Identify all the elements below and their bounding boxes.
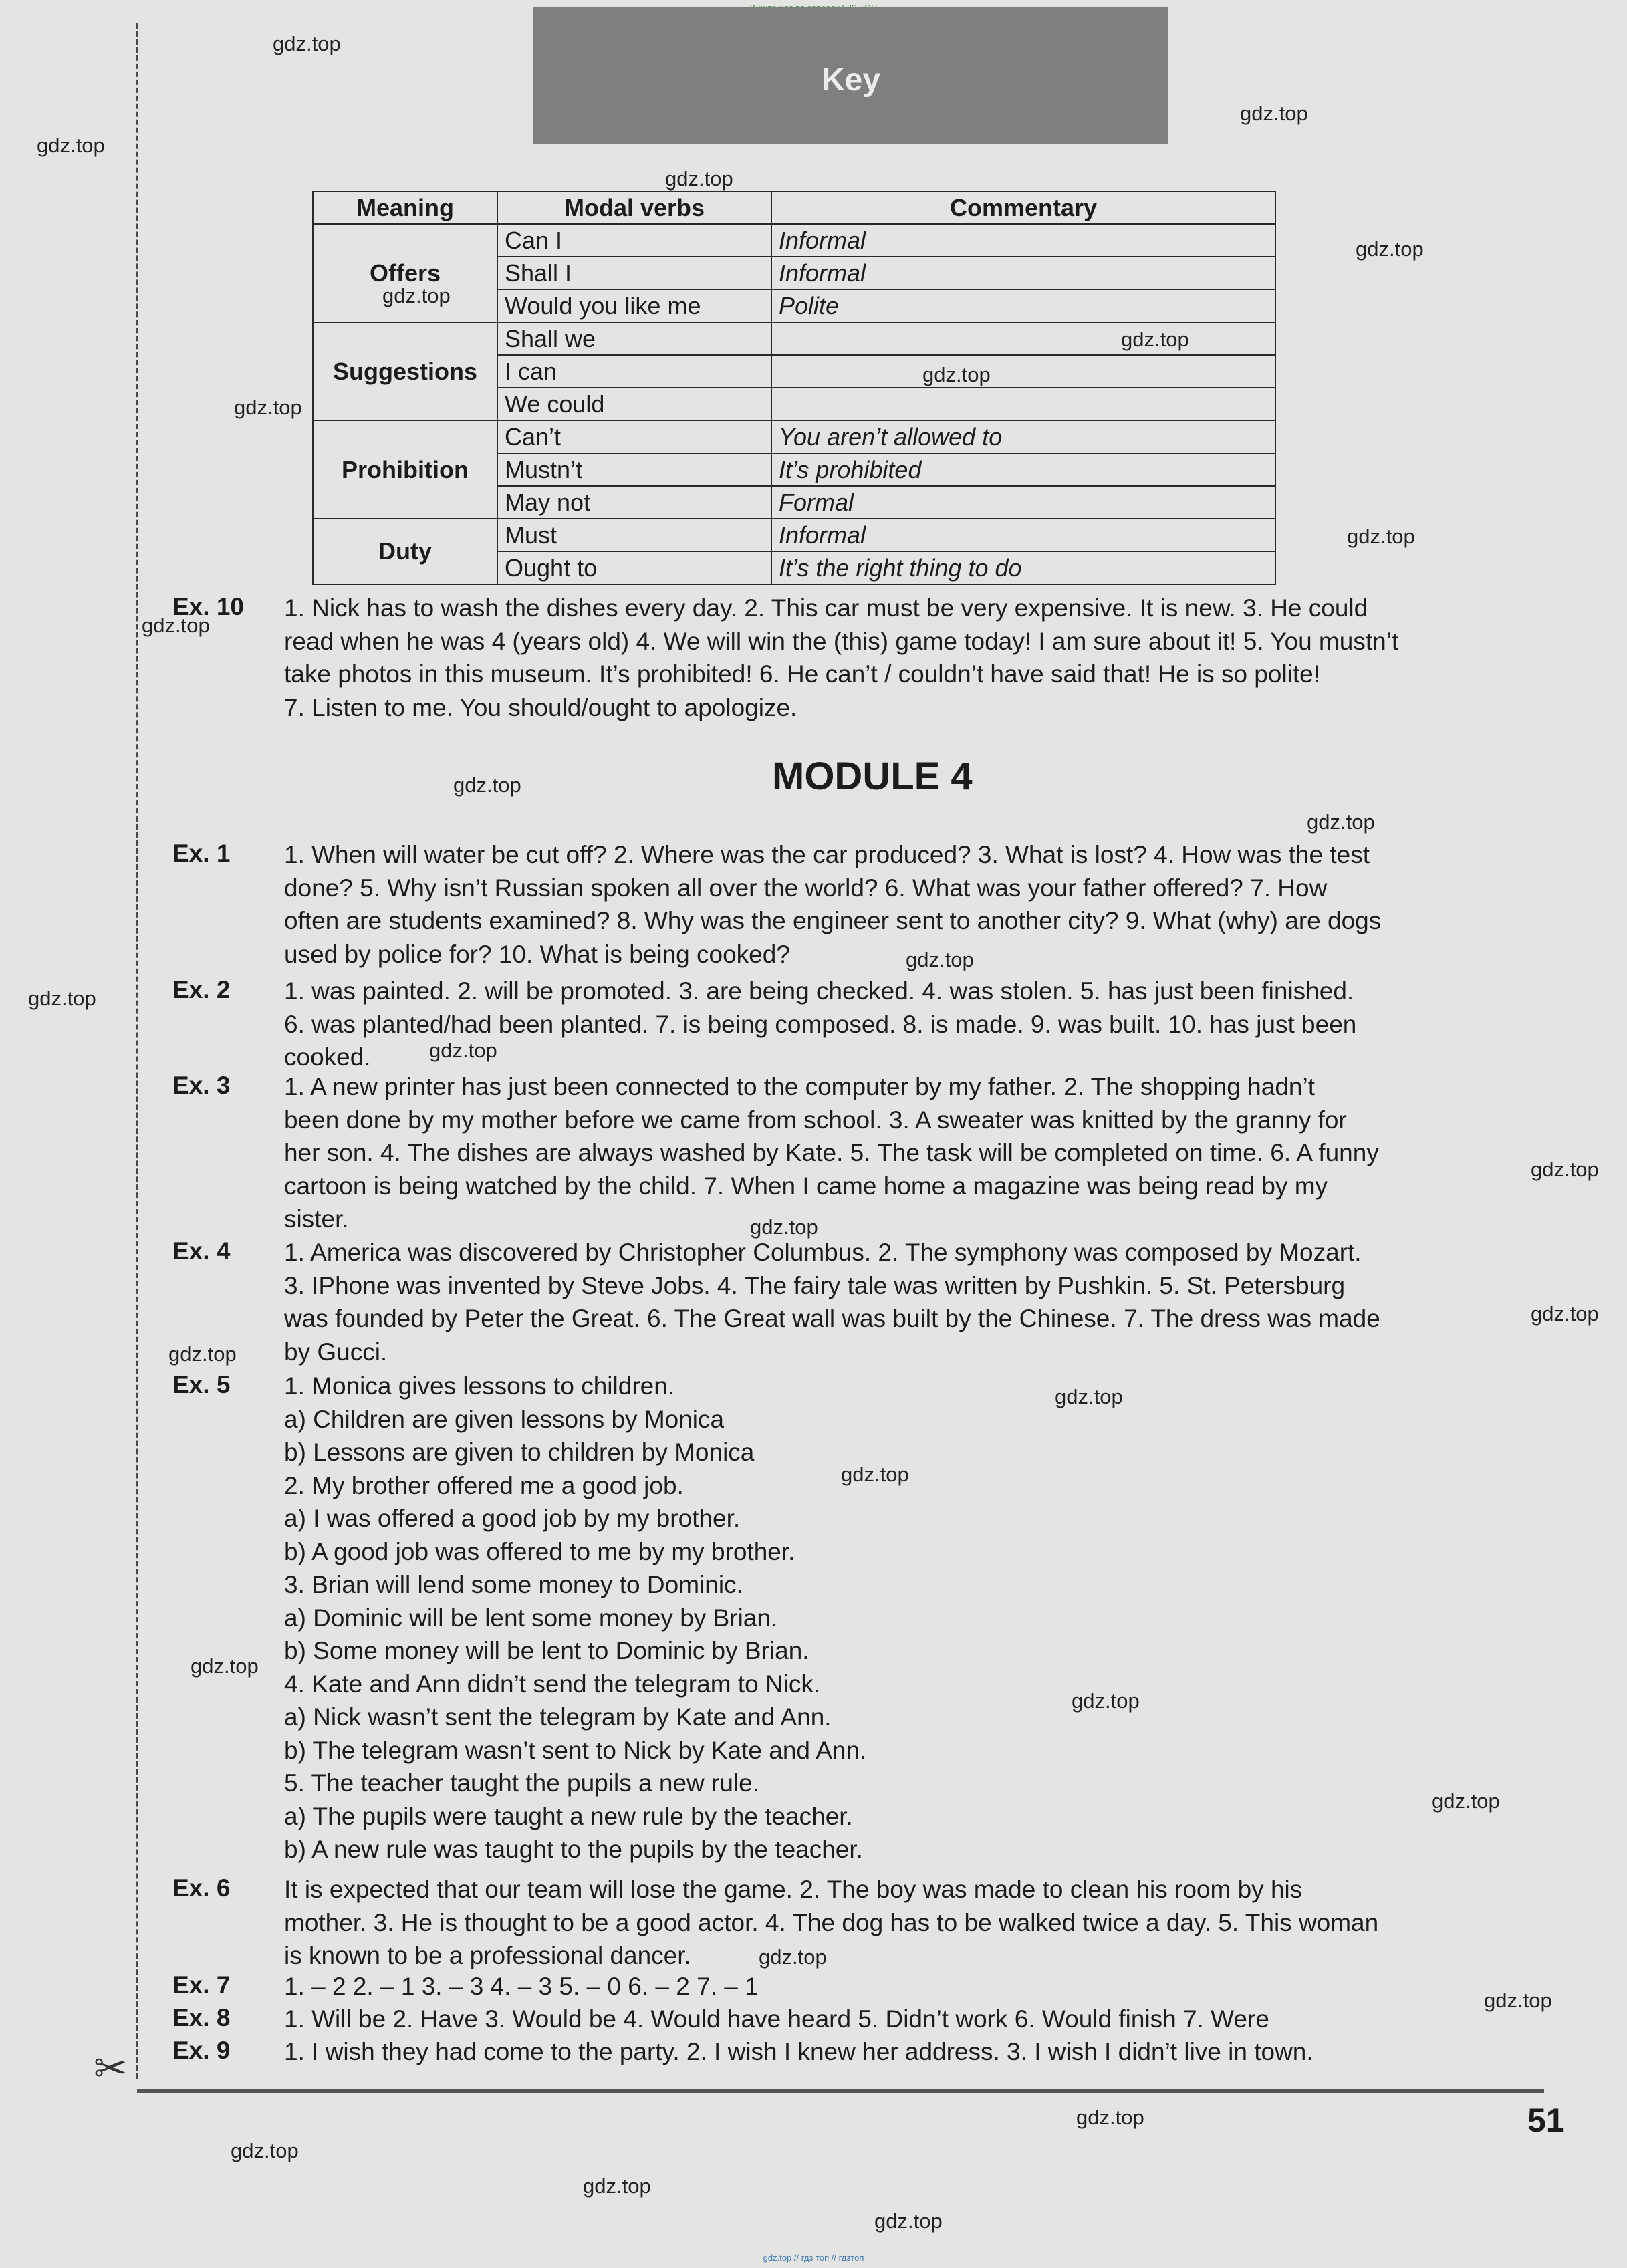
exercise-label: Ex. 10 — [172, 593, 244, 620]
watermark-text: gdz.top — [1055, 1385, 1123, 1408]
answer-line: a) Nick wasn’t sent the telegram by Kate and Ann. — [284, 1703, 832, 1731]
answer-line: 1. was painted. 2. will be promoted. 3. are being checked. 4. was stolen. 5. has just been finished. — [284, 977, 1354, 1005]
commentary-cell: Informal — [771, 519, 1275, 551]
answer-line: 2. My brother offered me a good job. — [284, 1471, 684, 1499]
answer-line: 1. – 2 2. – 1 3. – 3 4. – 3 5. – 0 6. – 2 7. – 1 — [284, 1973, 759, 2000]
watermark-text: gdz.top — [37, 134, 105, 157]
answer-line: 1. When will water be cut off? 2. Where was the car produced? 3. What is lost? 4. How was the test — [284, 841, 1370, 868]
answer-line: 4. Kate and Ann didn’t send the telegram to Nick. — [284, 1670, 821, 1698]
exercise-label: Ex. 7 — [172, 1971, 231, 1999]
exercise-answers — [284, 1370, 1527, 1866]
answer-line: cooked. — [284, 1043, 371, 1071]
answer-line: 1. I wish they had come to the party. 2. I wish I knew her address. 3. I wish I didn’t live in town. — [284, 2038, 1313, 2065]
answer-line: cartoon is being watched by the child. 7. When I came home a magazine was being read by my — [284, 1172, 1328, 1200]
header-modal-verbs: Modal verbs — [497, 191, 771, 224]
watermark-text: gdz.top — [382, 284, 451, 307]
exercise-label: Ex. 3 — [172, 1072, 231, 1099]
modal-verb-cell: Ought to — [497, 551, 771, 584]
header-meaning: Meaning — [313, 191, 497, 224]
answer-line: take photos in this museum. It’s prohibited! 6. He can’t / couldn’t have said that! He is so polite! — [284, 660, 1321, 688]
exercise-answers — [284, 1970, 1527, 2003]
exercise-answers — [284, 1236, 1527, 1368]
watermark-text: gdz.top — [874, 2209, 943, 2233]
answer-line: 7. Listen to me. You should/ought to apologize. — [284, 693, 797, 721]
watermark-text: gdz.top — [231, 2139, 299, 2162]
answer-line: 3. IPhone was invented by Steve Jobs. 4. The fairy tale was written by Pushkin. 5. St. Petersburg — [284, 1271, 1346, 1299]
exercise-answers — [284, 1070, 1527, 1236]
watermark-text: gdz.top — [1240, 102, 1308, 125]
modal-verb-cell: Mustn’t — [497, 453, 771, 486]
bottom-rule — [137, 2089, 1544, 2093]
watermark-text: gdz.top — [1432, 1789, 1500, 1813]
table-row — [313, 519, 1275, 551]
bottom-note: gdz.top // гдз топ // гдзтоп — [763, 2253, 864, 2263]
watermark-text: gdz.top — [453, 773, 521, 797]
watermark-text: gdz.top — [583, 2174, 651, 2198]
exercise-label: Ex. 4 — [172, 1237, 231, 1265]
watermark-text: gdz.top — [665, 167, 733, 191]
exercise-label: Ex. 2 — [172, 976, 231, 1003]
answer-line: mother. 3. He is thought to be a good actor. 4. The dog has to be walked twice a day. 5. This woman — [284, 1908, 1379, 1936]
answer-line: It is expected that our team will lose the game. 2. The boy was made to clean his room by his — [284, 1876, 1303, 1903]
answer-line: b) The telegram wasn’t sent to Nick by Kate and Ann. — [284, 1736, 867, 1764]
watermark-text: gdz.top — [429, 1039, 497, 1062]
answer-line: b) Lessons are given to children by Monica — [284, 1438, 755, 1466]
page-number: 51 — [1527, 2102, 1565, 2139]
cut-line — [136, 23, 138, 2079]
modal-verb-cell: Can’t — [497, 420, 771, 453]
modal-verb-cell: Shall I — [497, 257, 771, 289]
watermark-text: gdz.top — [1484, 1989, 1552, 2012]
module-title: MODULE 4 — [772, 755, 973, 798]
key-title: Key — [821, 62, 881, 98]
modal-verb-cell: Must — [497, 519, 771, 551]
watermark-text: gdz.top — [922, 363, 991, 386]
commentary-cell: It’s the right thing to do — [771, 551, 1275, 584]
answer-line: 1. Nick has to wash the dishes every day. 2. This car must be very expensive. It is new. 3. He could — [284, 594, 1368, 622]
modal-verb-cell: Shall we — [497, 322, 771, 355]
answer-line: 1. A new printer has just been connected to the computer by my father. 2. The shopping hadn’t — [284, 1073, 1315, 1100]
meaning-cell: Offers — [313, 224, 497, 322]
answer-line: 5. The teacher taught the pupils a new rule. — [284, 1769, 760, 1797]
exercise-label: Ex. 1 — [172, 840, 231, 867]
watermark-text: gdz.top — [1347, 525, 1415, 548]
watermark-text: gdz.top — [191, 1654, 259, 1678]
answer-line: is known to be a professional dancer. — [284, 1942, 691, 1969]
answer-line: read when he was 4 (years old) 4. We will win the (this) game today! I am sure about it! 5. You mustn’t — [284, 627, 1399, 655]
watermark-text: gdz.top — [1356, 237, 1424, 261]
answer-line: b) A good job was offered to me by my brother. — [284, 1537, 795, 1565]
meaning-cell: Prohibition — [313, 420, 497, 519]
answer-line: done? 5. Why isn’t Russian spoken all over the world? 6. What was your father offered? 7. How — [284, 874, 1328, 902]
watermark-text: gdz.top — [841, 1463, 909, 1486]
scissors-icon: ✂ — [94, 2046, 128, 2091]
modal-verb-cell: Would you like me — [497, 289, 771, 322]
answer-line: sister. — [284, 1205, 349, 1233]
exercise-label: Ex. 8 — [172, 2004, 231, 2031]
watermark-text: gdz.top — [1307, 810, 1375, 834]
exercise-answers — [284, 1873, 1527, 1973]
answer-line: been done by my mother before we came from school. 3. A sweater was knitted by the granny for — [284, 1106, 1347, 1134]
commentary-cell: Formal — [771, 486, 1275, 519]
answer-line: a) I was offered a good job by my brother. — [284, 1505, 741, 1532]
exercise-answers — [284, 2035, 1527, 2069]
commentary-cell: Polite — [771, 289, 1275, 322]
answer-line: used by police for? 10. What is being cooked? — [284, 940, 790, 968]
meaning-cell: Duty — [313, 519, 497, 584]
commentary-cell: Informal — [771, 257, 1275, 289]
meaning-cell: Suggestions — [313, 322, 497, 420]
commentary-cell: It’s prohibited — [771, 453, 1275, 486]
answer-line: a) Dominic will be lent some money by Brian. — [284, 1604, 778, 1632]
exercise-answers — [284, 2003, 1527, 2036]
watermark-text: gdz.top — [168, 1342, 237, 1366]
commentary-cell: You aren’t allowed to — [771, 420, 1275, 453]
watermark-text: gdz.top — [1531, 1158, 1599, 1181]
watermark-text: gdz.top — [1072, 1689, 1140, 1713]
watermark-text: gdz.top — [1076, 2106, 1144, 2129]
answer-line: 1. Will be 2. Have 3. Would be 4. Would have heard 5. Didn’t work 6. Would finish 7. Were — [284, 2005, 1269, 2033]
header-commentary: Commentary — [771, 191, 1275, 224]
answer-line: often are students examined? 8. Why was the engineer sent to another city? 9. What (why) are dogs — [284, 907, 1382, 934]
modal-verb-cell: Can I — [497, 224, 771, 257]
answer-line: 1. Monica gives lessons to children. — [284, 1372, 675, 1400]
commentary-cell: Informal — [771, 224, 1275, 257]
modal-verb-cell: I can — [497, 355, 771, 388]
modal-verbs-table — [312, 191, 1276, 585]
watermark-text: gdz.top — [234, 396, 302, 419]
modal-verb-cell: May not — [497, 486, 771, 519]
answer-line: a) Children are given lessons by Monica — [284, 1405, 725, 1433]
table-row — [313, 420, 1275, 453]
commentary-cell — [771, 355, 1275, 388]
table-row — [313, 224, 1275, 257]
answer-line: 1. America was discovered by Christopher Columbus. 2. The symphony was composed by Mozart. — [284, 1239, 1362, 1266]
commentary-cell — [771, 322, 1275, 355]
watermark-text: gdz.top — [1531, 1302, 1599, 1326]
exercise-label: Ex. 5 — [172, 1371, 231, 1398]
commentary-cell — [771, 388, 1275, 420]
modal-verb-cell: We could — [497, 388, 771, 420]
watermark-text: gdz.top — [273, 32, 341, 55]
exercise-label: Ex. 9 — [172, 2037, 231, 2064]
answer-line: b) Some money will be lent to Dominic by Brian. — [284, 1637, 809, 1664]
exercise-label: Ex. 6 — [172, 1874, 231, 1902]
watermark-text: gdz.top — [906, 948, 974, 971]
table-header-row — [313, 191, 1275, 224]
answer-line: 6. was planted/had been planted. 7. is being composed. 8. is made. 9. was built. 10. has just been — [284, 1010, 1357, 1038]
answer-line: 3. Brian will lend some money to Dominic. — [284, 1571, 743, 1598]
watermark-text: gdz.top — [28, 987, 96, 1010]
watermark-text: gdz.top — [750, 1215, 818, 1239]
watermark-text: gdz.top — [142, 614, 210, 637]
exercise-answers — [284, 592, 1527, 724]
answer-line: by Gucci. — [284, 1338, 388, 1366]
watermark-text: gdz.top — [1121, 328, 1189, 351]
answer-line: her son. 4. The dishes are always washed by Kate. 5. The task will be completed on time. 6. A funny — [284, 1139, 1379, 1166]
answer-line: b) A new rule was taught to the pupils by the teacher. — [284, 1836, 863, 1863]
watermark-text: gdz.top — [759, 1945, 827, 1969]
answer-line: was founded by Peter the Great. 6. The Great wall was built by the Chinese. 7. The dress was made — [284, 1305, 1380, 1332]
answer-line: a) The pupils were taught a new rule by the teacher. — [284, 1802, 853, 1830]
